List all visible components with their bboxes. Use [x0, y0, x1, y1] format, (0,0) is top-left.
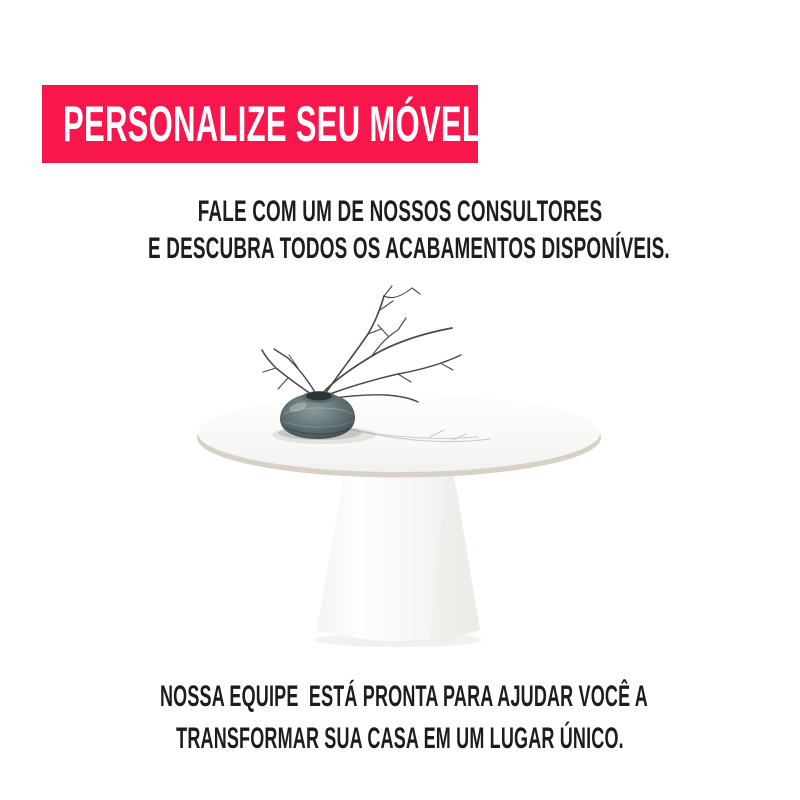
- footer-copy: [0, 676, 800, 760]
- intro-copy: [0, 193, 800, 267]
- footer-line-2: TRANSFORMAR SUA CASA EM UM LUGAR ÚNICO.: [176, 722, 624, 755]
- table-pedestal: [314, 470, 482, 647]
- intro-line-1: FALE COM UM DE NOSSOS CONSULTORES: [197, 195, 603, 228]
- dining-table-photo: [170, 275, 630, 655]
- dry-branches: [262, 286, 461, 402]
- footer-line-1: NOSSA EQUIPE ESTÁ PRONTA PARA AJUDAR VOCÊ A: [159, 680, 648, 713]
- product-image: [170, 275, 630, 655]
- intro-line-2: E DESCUBRA TODOS OS ACABAMENTOS DISPONÍVEIS.: [148, 232, 670, 265]
- banner-title: PERSONALIZE SEU MÓVEL: [63, 96, 482, 152]
- promo-banner: [42, 85, 482, 163]
- table-top: [198, 394, 600, 472]
